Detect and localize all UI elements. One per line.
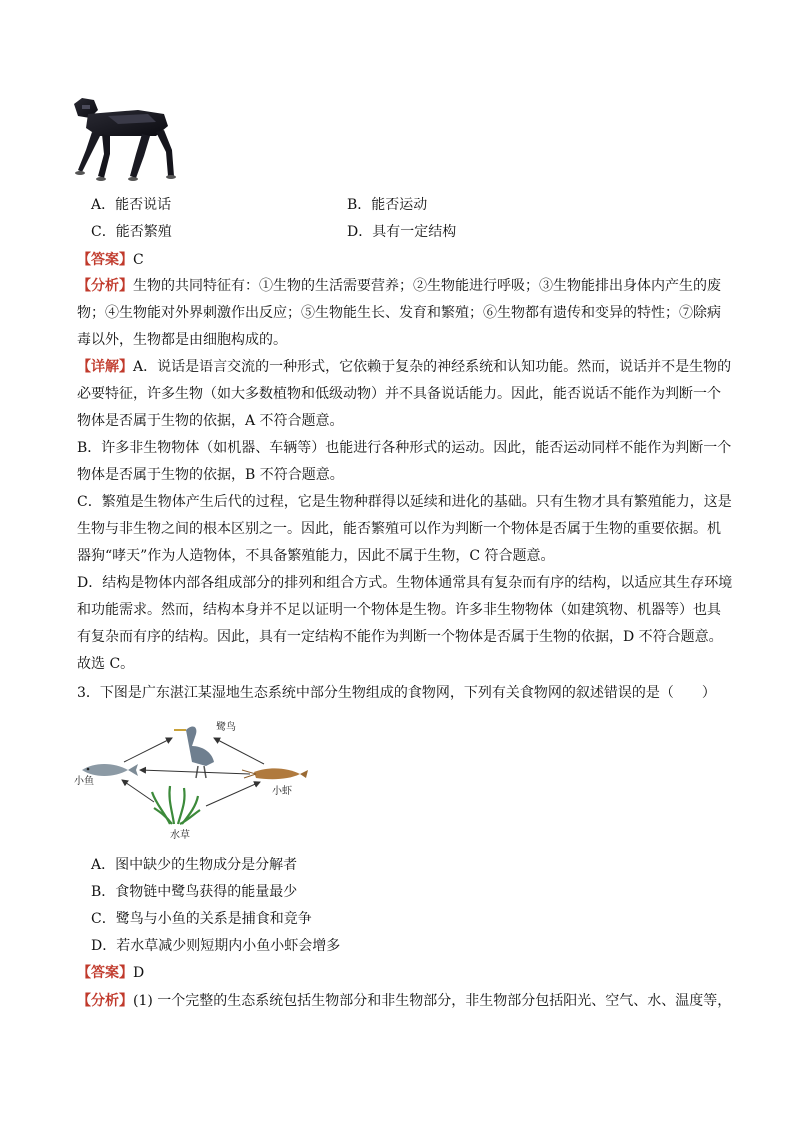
analysis-text: 生物的共同特征有：①生物的生活需要营养；②生物能进行呼吸；③生物能排出身体内产生的废 xyxy=(133,278,721,294)
q2-detail-line-11: 有复杂而有序的结构。因此，具有一定结构不能作为判断一个物体是否属于生物的依据，D 不符合题意。 xyxy=(77,629,723,645)
answer-tag: 【答案】 xyxy=(77,965,133,981)
analysis-tag: 【分析】 xyxy=(77,993,133,1009)
q3-answer-value: D xyxy=(133,965,145,981)
q2-detail-line-9: D．结构是物体内部各组成部分的排列和组合方式。生物体通常具有复杂而有序的结构，以适应其生存环境 xyxy=(77,575,733,591)
q2-answer-line xyxy=(77,250,144,270)
arrow-weed-to-shrimp xyxy=(206,782,260,806)
label-fish: 小鱼 xyxy=(74,776,94,787)
q2-option-a: A．能否说话 xyxy=(91,197,172,213)
analysis-text: (1) 一个完整的生态系统包括生物部分和非生物部分，非生物部分包括阳光、空气、水、温度等， xyxy=(133,993,732,1009)
q2-detail-line-6: C．繁殖是生物体产生后代的过程，它是生物种群得以延续和进化的基础。只有生物才具有繁殖能力，这是 xyxy=(77,494,732,510)
water-weed-icon xyxy=(152,786,200,824)
shrimp-icon xyxy=(242,768,308,779)
answer-tag: 【答案】 xyxy=(77,252,133,268)
arrow-weed-to-fish xyxy=(122,780,154,802)
q3-stem: 3．下图是广东湛江某湿地生态系统中部分生物组成的食物网，下列有关食物网的叙述错误的是（ ） xyxy=(77,685,716,701)
arrow-shrimp-to-egret xyxy=(214,738,264,764)
q2-option-c: C．能否繁殖 xyxy=(91,224,172,240)
q3-option-b: B．食物链中鹭鸟获得的能量最少 xyxy=(91,884,298,900)
q3-option-a: A．图中缺少的生物成分是分解者 xyxy=(91,857,298,873)
robot-dog-image xyxy=(68,96,180,186)
q2-answer-value: C xyxy=(133,252,144,268)
q2-detail-line-1 xyxy=(77,357,731,377)
q3-option-d: D．若水草减少则短期内小鱼小虾会增多 xyxy=(91,938,341,954)
q2-option-d: D．具有一定结构 xyxy=(347,224,457,240)
q3-answer-line xyxy=(77,963,144,983)
detail-tag: 【详解】 xyxy=(77,359,133,375)
q2-detail-line-10: 和功能需求。然而，结构本身并不足以证明一个物体是生物。许多非生物物体（如建筑物、机器等）也具 xyxy=(77,602,721,618)
q2-detail-line-12: 故选 C。 xyxy=(77,656,135,672)
label-weed: 水草 xyxy=(170,830,190,841)
q2-detail-line-4: B．许多非生物物体（如机器、车辆等）也能进行各种形式的运动。因此，能否运动同样不能作为判断一个 xyxy=(77,440,732,456)
q2-detail-line-8: 器狗“哮天”作为人造物体，不具备繁殖能力，因此不属于生物，C 符合题意。 xyxy=(77,548,555,564)
arrow-fish-to-egret xyxy=(124,738,172,762)
q2-detail-line-7: 生物与非生物之间的根本区别之一。因此，能否繁殖可以作为判断一个物体是否属于生物的重要依据。机 xyxy=(77,521,721,537)
arrow-shrimp-to-fish xyxy=(140,770,250,774)
egret-icon xyxy=(174,727,214,778)
label-egret: 鹭鸟 xyxy=(216,722,236,733)
q3-option-c: C．鹭鸟与小鱼的关系是捕食和竞争 xyxy=(91,911,312,927)
label-shrimp: 小虾 xyxy=(272,786,292,797)
q2-analysis-line-1 xyxy=(77,276,721,296)
q2-analysis-line-2: 物；④生物能对外界刺激作出反应；⑤生物能生长、发育和繁殖；⑥生物都有遗传和变异的特性；⑦除病 xyxy=(77,305,721,321)
detail-text: A．说话是语言交流的一种形式，它依赖于复杂的神经系统和认知功能。然而，说话并不是生物的 xyxy=(133,359,732,375)
food-web-diagram xyxy=(74,716,314,842)
q2-analysis-line-3: 毒以外，生物都是由细胞构成的。 xyxy=(77,332,287,348)
q3-analysis-line-1 xyxy=(77,991,731,1011)
q2-detail-line-3: 物体是否属于生物的依据，A 不符合题意。 xyxy=(77,413,344,429)
q2-option-b: B．能否运动 xyxy=(347,197,428,213)
q2-detail-line-5: 物体是否属于生物的依据，B 不符合题意。 xyxy=(77,467,344,483)
analysis-tag: 【分析】 xyxy=(77,278,133,294)
q2-detail-line-2: 必要特征，许多生物（如大多数植物和低级动物）并不具备说话能力。因此，能否说话不能作为判断一个 xyxy=(77,386,721,402)
